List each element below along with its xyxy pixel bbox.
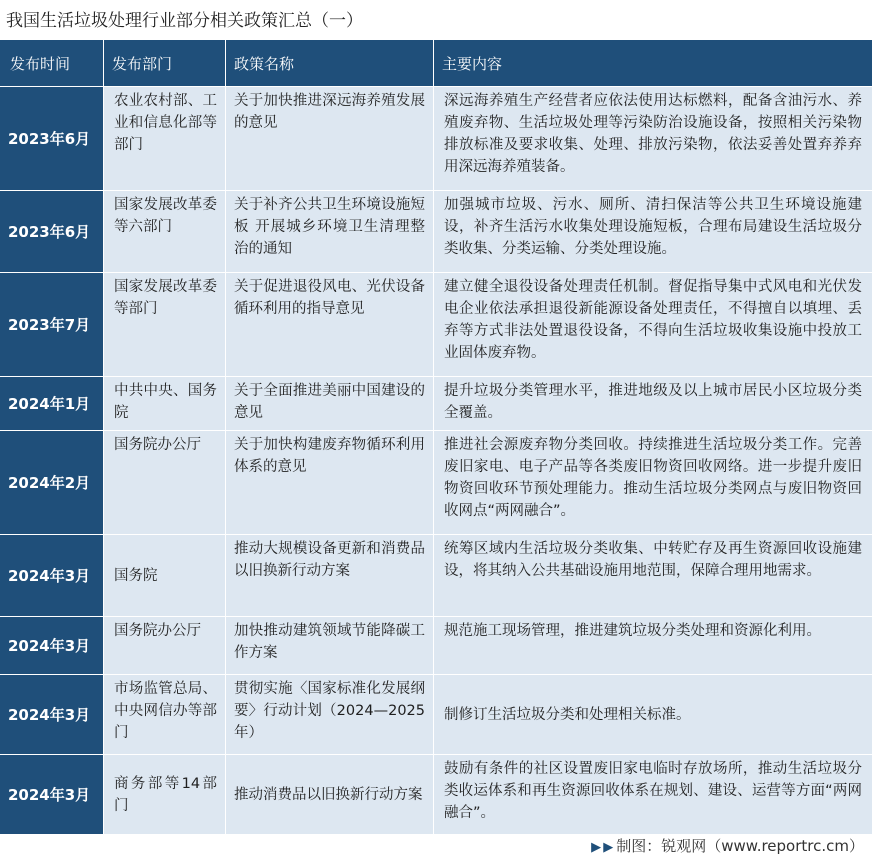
page-title: 我国生活垃圾处理行业部分相关政策汇总（一） bbox=[6, 11, 363, 31]
row-date: 2024年3月 bbox=[0, 535, 104, 617]
row-policy-name: 加快推动建筑领域节能降碳工作方案 bbox=[226, 617, 434, 675]
policy-table bbox=[0, 40, 872, 835]
table-row bbox=[0, 675, 872, 755]
row-content: 深远海养殖生产经营者应依法使用达标燃料，配备含油污水、养殖废弃物、生活垃圾处理等污染防治设施设备，按照相关污染物排放标准及要求收集、处理、排放污染物，依法妥善处置弃养弃用深远海养殖装备。 bbox=[434, 87, 872, 191]
row-dept: 农业农村部、工业和信息化部等部门 bbox=[104, 87, 226, 191]
row-content: 推进社会源废弃物分类回收。持续推进生活垃圾分类工作。完善废旧家电、电子产品等各类废旧物资回收网络。进一步提升废旧物资回收环节预处理能力。推动生活垃圾分类网点与废旧物资回收网点“两网融合”。 bbox=[434, 431, 872, 535]
row-dept: 国务院办公厅 bbox=[104, 617, 226, 675]
row-date: 2024年3月 bbox=[0, 755, 104, 835]
header-name: 政策名称 bbox=[226, 40, 434, 87]
row-policy-name: 关于促进退役风电、光伏设备循环利用的指导意见 bbox=[226, 273, 434, 377]
row-policy-name: 关于全面推进美丽中国建设的意见 bbox=[226, 377, 434, 431]
row-content: 提升垃圾分类管理水平，推进地级及以上城市居民小区垃圾分类全覆盖。 bbox=[434, 377, 872, 431]
arrow-icon: ▶ ▶ bbox=[591, 840, 613, 855]
table-row bbox=[0, 87, 872, 191]
row-content: 制修订生活垃圾分类和处理相关标准。 bbox=[434, 675, 872, 755]
row-date: 2024年3月 bbox=[0, 675, 104, 755]
header-content: 主要内容 bbox=[434, 40, 872, 87]
table-row bbox=[0, 535, 872, 617]
row-policy-name: 关于加快构建废弃物循环利用体系的意见 bbox=[226, 431, 434, 535]
table-row bbox=[0, 191, 872, 273]
row-date: 2023年6月 bbox=[0, 87, 104, 191]
row-dept: 国务院 bbox=[104, 535, 226, 617]
table-row bbox=[0, 431, 872, 535]
table-row bbox=[0, 377, 872, 431]
row-date: 2024年1月 bbox=[0, 377, 104, 431]
source-credit-text: 制图：锐观网（www.reportrc.cm） bbox=[616, 837, 864, 855]
header-dept: 发布部门 bbox=[104, 40, 226, 87]
row-dept: 市场监管总局、中央网信办等部门 bbox=[104, 675, 226, 755]
row-date: 2024年2月 bbox=[0, 431, 104, 535]
row-content: 统筹区域内生活垃圾分类收集、中转贮存及再生资源回收设施建设，将其纳入公共基础设施用地范围，保障合理用地需求。 bbox=[434, 535, 872, 617]
table-row bbox=[0, 273, 872, 377]
row-content: 建立健全退役设备处理责任机制。督促指导集中式风电和光伏发电企业依法承担退役新能源设备处理责任，不得擅自以填埋、丢弃等方式非法处置退役设备，不得向生活垃圾收集设施中投放工业固体废弃物。 bbox=[434, 273, 872, 377]
row-dept: 国务院办公厅 bbox=[104, 431, 226, 535]
row-content: 鼓励有条件的社区设置废旧家电临时存放场所，推动生活垃圾分类收运体系和再生资源回收体系在规划、建设、运营等方面“两网融合”。 bbox=[434, 755, 872, 835]
row-policy-name: 关于加快推进深远海养殖发展的意见 bbox=[226, 87, 434, 191]
row-policy-name: 关于补齐公共卫生环境设施短板 开展城乡环境卫生清理整治的通知 bbox=[226, 191, 434, 273]
header-date: 发布时间 bbox=[0, 40, 104, 87]
table-row bbox=[0, 617, 872, 675]
row-date: 2023年7月 bbox=[0, 273, 104, 377]
row-dept: 国家发展改革委等部门 bbox=[104, 273, 226, 377]
table-row bbox=[0, 755, 872, 835]
row-dept: 商务部等14部门 bbox=[104, 755, 226, 835]
row-date: 2023年6月 bbox=[0, 191, 104, 273]
row-policy-name: 推动消费品以旧换新行动方案 bbox=[226, 755, 434, 835]
row-content: 规范施工现场管理，推进建筑垃圾分类处理和资源化利用。 bbox=[434, 617, 872, 675]
row-dept: 中共中央、国务院 bbox=[104, 377, 226, 431]
row-date: 2024年3月 bbox=[0, 617, 104, 675]
row-policy-name: 贯彻实施〈国家标准化发展纲要〉行动计划（2024—2025年） bbox=[226, 675, 434, 755]
row-policy-name: 推动大规模设备更新和消费品以旧换新行动方案 bbox=[226, 535, 434, 617]
table-header-row bbox=[0, 40, 872, 87]
row-dept: 国家发展改革委等六部门 bbox=[104, 191, 226, 273]
source-credit bbox=[591, 834, 864, 858]
row-content: 加强城市垃圾、污水、厕所、清扫保洁等公共卫生环境设施建设，补齐生活污水收集处理设施短板，合理布局建设生活垃圾分类收集、分类运输、分类处理设施。 bbox=[434, 191, 872, 273]
